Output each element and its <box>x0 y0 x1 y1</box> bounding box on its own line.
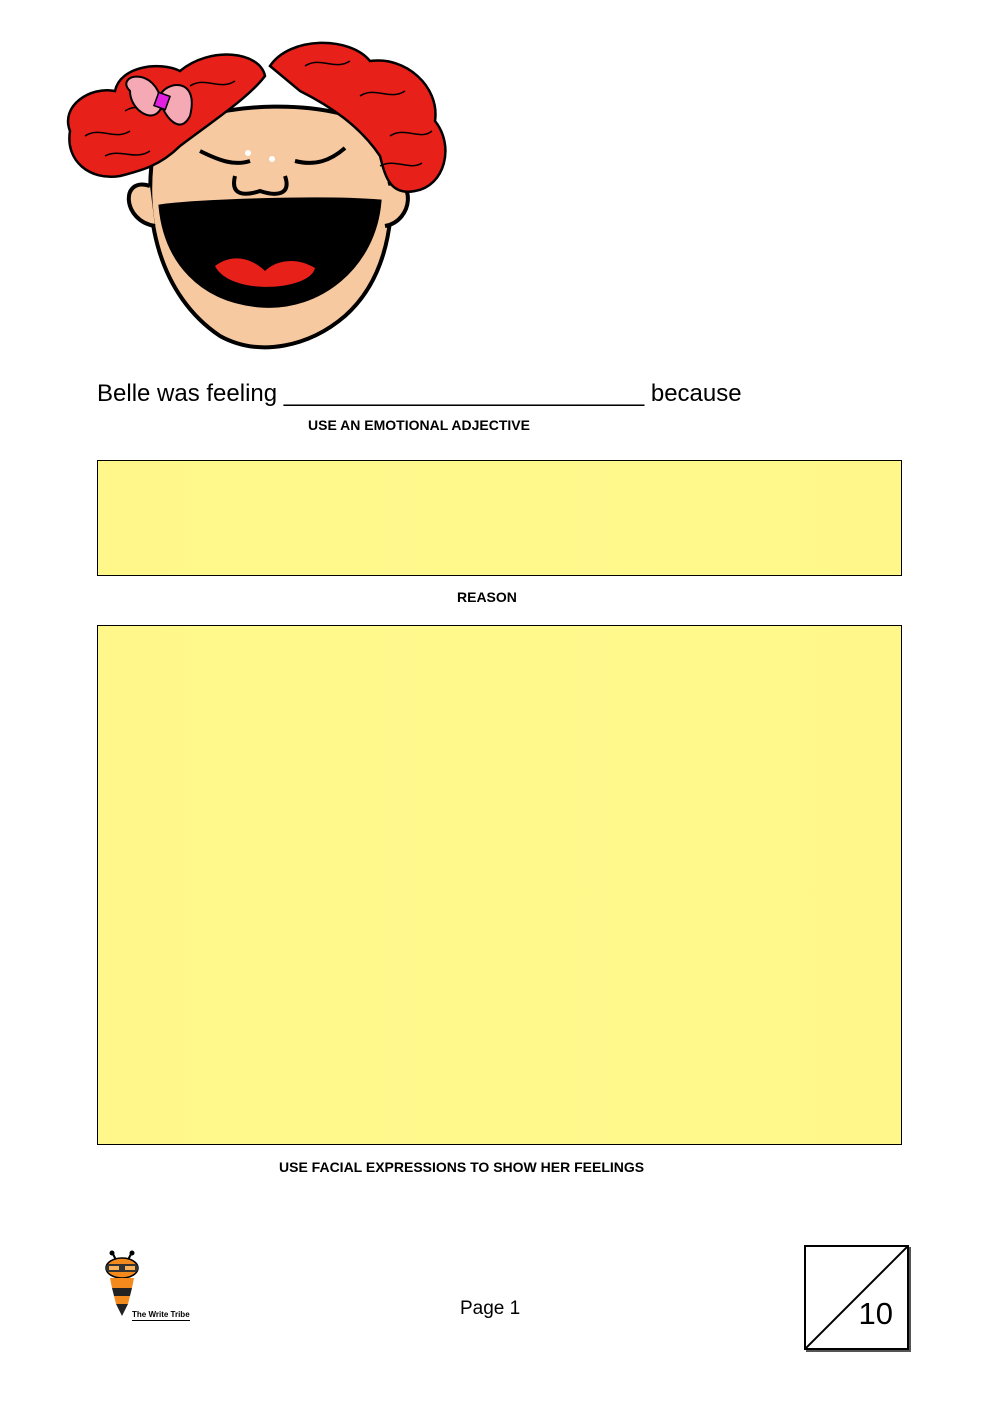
sentence-start: Belle was feeling <box>97 380 278 407</box>
facial-expressions-caption: USE FACIAL EXPRESSIONS TO SHOW HER FEELINGS <box>279 1159 645 1175</box>
facial-expressions-answer-box[interactable] <box>97 625 902 1145</box>
adjective-caption: USE AN EMOTIONAL ADJECTIVE <box>308 417 530 433</box>
sentence-end: because <box>650 380 742 407</box>
logo-text: The Write Tribe <box>132 1310 190 1319</box>
reason-caption: REASON <box>457 589 517 605</box>
score-total: 10 <box>858 1296 893 1331</box>
reason-answer-box[interactable] <box>97 460 902 576</box>
score-box <box>804 1245 909 1350</box>
page-number: Page 1 <box>460 1298 521 1319</box>
feeling-sentence <box>97 380 742 408</box>
laughing-girl-icon <box>60 36 455 350</box>
adjective-blank[interactable]: ___________________________ <box>283 380 645 407</box>
